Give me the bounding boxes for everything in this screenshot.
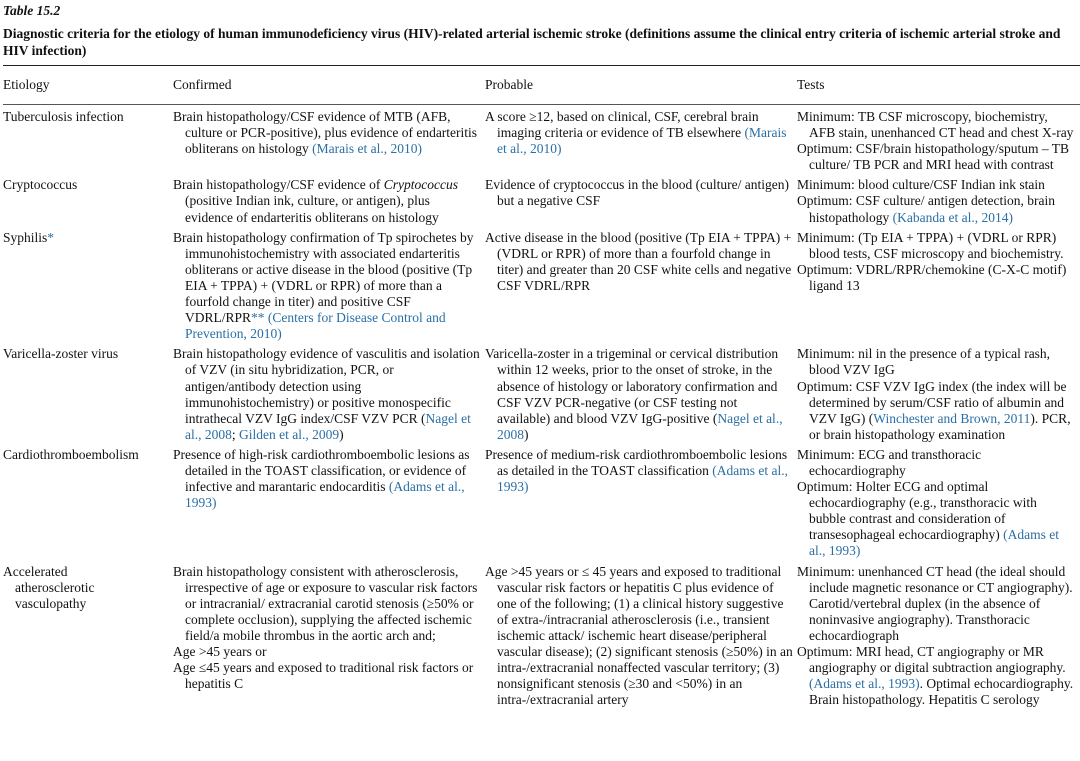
tests-cell bbox=[797, 173, 1080, 225]
table-row bbox=[3, 173, 1080, 225]
header-tests: Tests bbox=[797, 66, 1080, 105]
header-probable: Probable bbox=[485, 66, 797, 105]
tests-cell bbox=[797, 560, 1080, 709]
etiology-label: Varicella-zoster virus bbox=[3, 346, 119, 362]
tests-cell: Minimum: nil in the presence of a typical rash, blood VZV IgG Optimum: CSF VZV IgG index (the index will be determined by serum/CSF ratio of albumin and VZV IgG) (Winchester and Brown, 2011). PCR, or brain histopathology examination bbox=[797, 342, 1080, 443]
probable-cell: Varicella-zoster in a trigeminal or cervical distribution within 12 weeks, prior to the onset of stroke, in the absence of histology or laboratory confirmation and CSF VZV PCR-negative (or CSF testing not available) and blood VZV IgG-positive (Nagel et al., 2008) bbox=[485, 346, 783, 442]
tests-optimum: Optimum: CSF VZV IgG index (the index will be determined by serum/CSF ratio of albumin and VZV IgG) bbox=[797, 378, 1067, 426]
table-caption: Diagnostic criteria for the etiology of human immunodeficiency virus (HIV)-related arterial ischemic stroke (definitions assume the clinical entry criteria of ischemic arterial stroke and HIV infection) bbox=[3, 26, 1061, 58]
diagnostic-criteria-table bbox=[3, 65, 1080, 708]
citation-link[interactable]: (Centers for Disease Control and Prevention, 2010) bbox=[185, 310, 446, 342]
tests-optimum: Optimum: MRI head, CT angiography or MR angiography or digital subtraction angiography. bbox=[797, 644, 1066, 676]
tests-cell bbox=[797, 105, 1080, 174]
table-row bbox=[3, 342, 1080, 443]
confirmed-text: Age >45 years or bbox=[173, 644, 267, 659]
tests-optimum-tail: . PCR, or brain histopathology examination bbox=[809, 410, 1071, 442]
probable-text: Presence of medium-risk cardiothromboembolic lesions as detailed in the TOAST classification bbox=[485, 446, 788, 478]
header-row bbox=[3, 66, 1080, 105]
etiology-cell bbox=[3, 105, 173, 174]
organism-name: Cryptococcus bbox=[383, 177, 458, 193]
etiology-cell bbox=[3, 443, 173, 560]
confirmed-cell: Brain histopathology evidence of vasculitis and isolation of VZV (in situ hybridization, PCR, or antigen/antibody detection using immunohistochemistry) or positive monospecific intrathecal VZV IgG index/CSF VZV PCR (Nagel et al., 2008; Gilden et al., 2009) bbox=[173, 346, 480, 442]
citation-link[interactable]: Winchester and Brown, 2011 bbox=[873, 410, 1031, 426]
citation-link[interactable]: (Adams et al., 1993) bbox=[809, 527, 1060, 559]
confirmed-text: Brain histopathology/CSF evidence of MTB (AFB, culture or PCR-positive), plus evidence of endarteritis obliterans on histology bbox=[173, 109, 478, 157]
header-confirmed: Confirmed bbox=[173, 66, 485, 105]
probable-text: Varicella-zoster in a trigeminal or cervical distribution within 12 weeks, prior to the onset of stroke, in the absence of histology or laboratory confirmation and CSF VZV PCR-negative (or CSF testing not available) and blood VZV IgG-positive bbox=[485, 346, 779, 426]
probable-text: Active disease in the blood (positive (Tp EIA + TPPA) + (VDRL or RPR) of more than a fourfold change in titer) and greater than 20 CSF white cells and negative CSF VDRL/RPR bbox=[485, 229, 792, 293]
tests-cell bbox=[797, 443, 1080, 560]
confirmed-cell bbox=[173, 226, 485, 343]
footnote-marker[interactable]: * bbox=[47, 229, 55, 245]
tests-minimum: Minimum: unenhanced CT head (the ideal should include magnetic resonance or CT angiography). Carotid/vertebral duplex (in the absence of noninvasive angiography). Transthoracic echocardiograph bbox=[797, 563, 1073, 643]
citation-link[interactable]: (Adams et al., 1993) bbox=[497, 462, 788, 495]
etiology-cell bbox=[3, 173, 173, 225]
tests-minimum: Minimum: nil in the presence of a typical rash, blood VZV IgG bbox=[797, 346, 1051, 378]
citation-link[interactable]: (Adams et al., 1993) bbox=[185, 479, 465, 511]
confirmed-text: Presence of high-risk cardiothromboembolic lesions as detailed in the TOAST classification, or evidence of infective and marantaric endocarditis bbox=[173, 446, 470, 495]
probable-text: Evidence of cryptococcus in the blood (culture/ antigen) but a negative CSF bbox=[485, 177, 790, 209]
confirmed-text: Brain histopathology/CSF evidence of bbox=[173, 177, 381, 193]
tests-optimum: Optimum: Holter ECG and optimal echocardiography (e.g., transthoracic with bubble contrast and consideration of transesophageal echocardiography) bbox=[797, 479, 1037, 543]
tests-optimum-tail: . Optimal echocardiography. Brain histopathology. Hepatitis C serology bbox=[809, 676, 1074, 708]
etiology-label: Tuberculosis infection bbox=[3, 109, 124, 124]
etiology-label: Cardiothromboembolism bbox=[3, 446, 139, 462]
confirmed-cell bbox=[173, 560, 485, 709]
citation-link[interactable]: Gilden et al., 2009 bbox=[239, 426, 340, 442]
confirmed-text: Brain histopathology confirmation of Tp spirochetes by immunohistochemistry with associated endarteritis obliterans or active disease in the blood (positive (Tp EIA + TPPA) + (VDRL or RPR) of more than a fourfold change in titer) and positive CSF VDRL/RPR bbox=[173, 229, 474, 326]
probable-cell bbox=[485, 173, 797, 225]
confirmed-cell bbox=[173, 105, 485, 174]
etiology-cell bbox=[3, 226, 173, 343]
tests-optimum: Optimum: CSF/brain histopathology/sputum – TB culture/ TB PCR and MRI head with contrast bbox=[797, 141, 1070, 173]
probable-cell bbox=[485, 226, 797, 343]
etiology-cell bbox=[3, 560, 173, 709]
probable-text: Age >45 years or ≤ 45 years and exposed to traditional vascular risk factors or hepatitis C plus evidence of one of the following; (1) a clinical history suggestive of extra-/intracranial atherosclerosis (i.e., transient ischemic attack/ ischemic heart disease/peripheral vascular disease); (2) significant stenosis (≥50%) in an intra-/extracranial nonaffected vascular territory; (3) nonsignificant stenosis (≥30 and <50%) in an intra-/extracranial artery bbox=[485, 563, 793, 708]
probable-cell bbox=[485, 443, 797, 560]
probable-text: A score ≥12, based on clinical, CSF, cerebral brain imaging criteria or evidence of TB elsewhere bbox=[485, 109, 759, 141]
citation-link[interactable]: (Marais et al., 2010) bbox=[497, 125, 787, 157]
tests-optimum: Optimum: CSF culture/ antigen detection, brain histopathology bbox=[797, 193, 1055, 225]
confirmed-text: (positive Indian ink, culture, or antigen), plus evidence of endarteritis obliterans on histology bbox=[185, 193, 439, 225]
etiology-cell bbox=[3, 342, 173, 443]
table-row bbox=[3, 443, 1080, 560]
table-row bbox=[3, 105, 1080, 174]
etiology-label: Syphilis bbox=[3, 229, 48, 245]
confirmed-text: Age ≤45 years and exposed to traditional risk factors or hepatitis C bbox=[173, 660, 474, 692]
citation-link[interactable]: (Marais et al., 2010) bbox=[312, 141, 422, 157]
probable-cell bbox=[485, 560, 797, 709]
confirmed-cell bbox=[173, 173, 485, 225]
tests-minimum: Minimum: (Tp EIA + TPPA) + (VDRL or RPR) blood tests, CSF microscopy and biochemistry. bbox=[797, 229, 1064, 261]
tests-cell bbox=[797, 226, 1080, 343]
tests-minimum: Minimum: TB CSF microscopy, biochemistry, AFB stain, unenhanced CT head and chest X-ray bbox=[797, 109, 1074, 141]
tests-optimum: Optimum: VDRL/RPR/chemokine (C-X-C motif) ligand 13 bbox=[797, 261, 1067, 293]
footnote-marker[interactable]: ** bbox=[251, 310, 265, 326]
citation-link[interactable]: (Adams et al., 1993) bbox=[809, 676, 920, 692]
citation-link[interactable]: Nagel et al., 2008 bbox=[185, 410, 471, 442]
confirmed-text: Brain histopathology consistent with atherosclerosis, irrespective of age or exposure to vascular risk factors or intracranial/ extracranial carotid stenosis (≥50% or complete occlusion), supplying the affected ischemic field/a mobile thrombus in the aortic arch and; bbox=[173, 563, 478, 643]
citation-link[interactable]: Nagel et al., 2008 bbox=[497, 410, 783, 442]
confirmed-text: Brain histopathology evidence of vasculitis and isolation of VZV (in situ hybridization, PCR, or antigen/antibody detection using immunohistochemistry) or positive monospecific intrathecal VZV IgG index/CSF VZV PCR bbox=[173, 346, 480, 426]
header-etiology: Etiology bbox=[3, 66, 173, 105]
probable-cell bbox=[485, 105, 797, 174]
etiology-label: Accelerated atherosclerotic vasculopathy bbox=[3, 563, 95, 611]
table-row bbox=[3, 226, 1080, 343]
tests-minimum: Minimum: ECG and transthoracic echocardiography bbox=[797, 446, 982, 478]
table-row bbox=[3, 560, 1080, 709]
confirmed-cell bbox=[173, 443, 485, 560]
citation-link[interactable]: (Kabanda et al., 2014) bbox=[892, 209, 1013, 225]
table-label: Table 15.2 bbox=[3, 3, 61, 18]
tests-minimum: Minimum: blood culture/CSF Indian ink stain bbox=[797, 177, 1045, 193]
etiology-label: Cryptococcus bbox=[3, 177, 78, 193]
